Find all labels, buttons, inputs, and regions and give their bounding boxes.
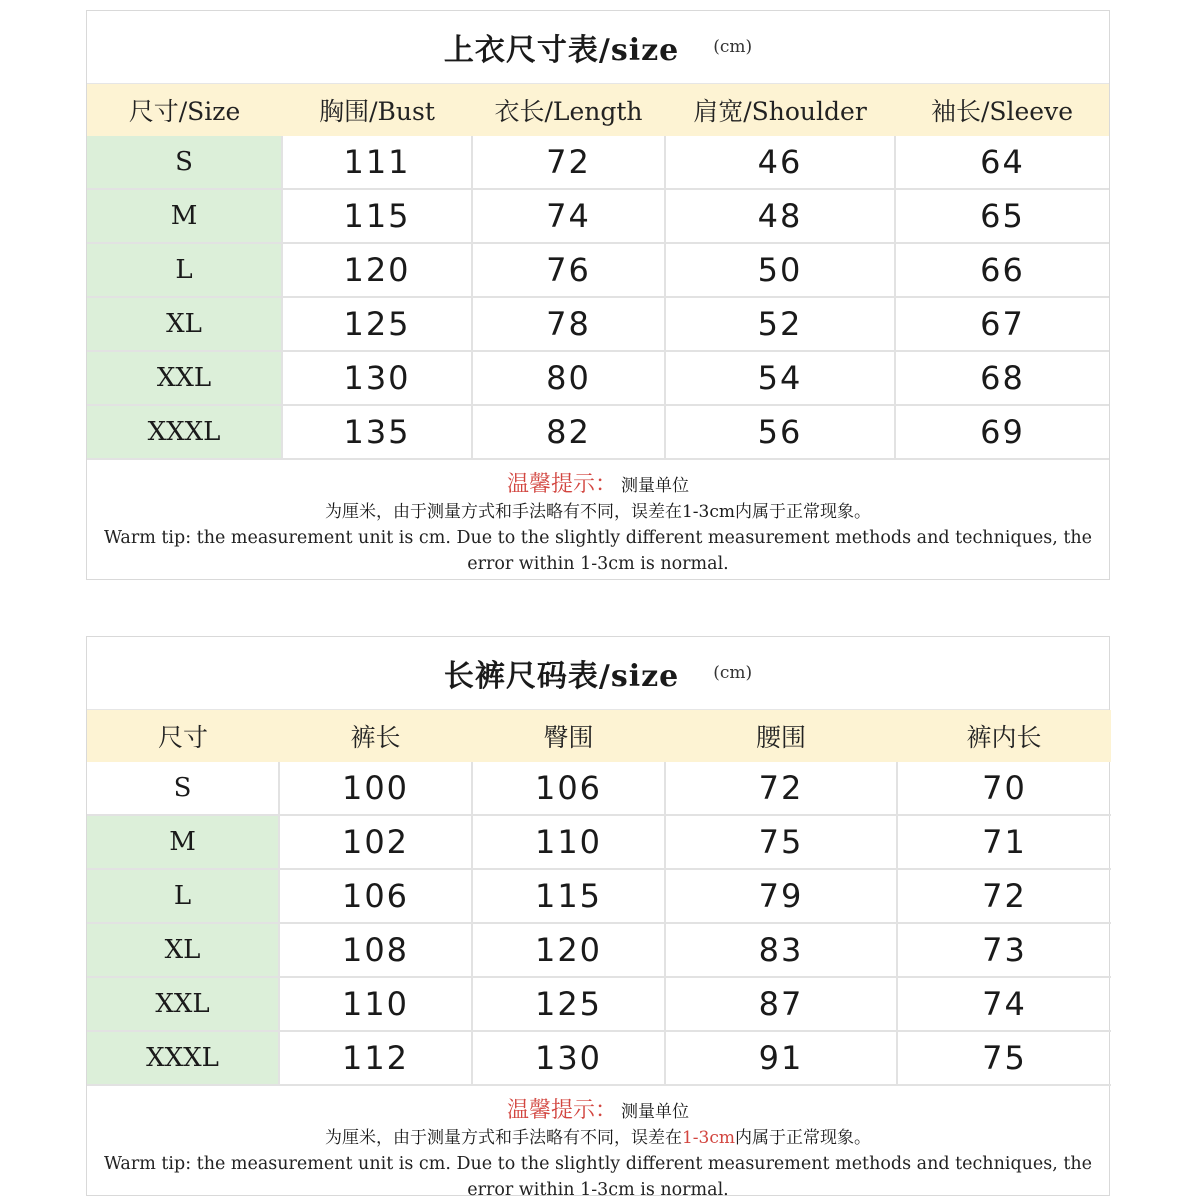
value-cell: 82 bbox=[472, 405, 665, 459]
table-row bbox=[87, 977, 1111, 1031]
value-cell: 74 bbox=[472, 189, 665, 243]
value-cell: 72 bbox=[665, 762, 897, 815]
value-cell: 64 bbox=[895, 136, 1109, 189]
value-cell: 120 bbox=[282, 243, 472, 297]
table-row bbox=[87, 297, 1109, 351]
value-cell: 108 bbox=[279, 923, 472, 977]
value-cell: 76 bbox=[472, 243, 665, 297]
value-cell: 68 bbox=[895, 351, 1109, 405]
size-cell: L bbox=[87, 869, 279, 923]
tip-range: 1-3cm bbox=[681, 1128, 736, 1148]
value-cell: 72 bbox=[897, 869, 1111, 923]
tip-unit-text: 测量单位 bbox=[621, 1102, 689, 1122]
value-cell: 120 bbox=[472, 923, 665, 977]
size-cell: XXXL bbox=[87, 405, 282, 459]
value-cell: 80 bbox=[472, 351, 665, 405]
size-cell: XL bbox=[87, 923, 279, 977]
chart-title: 上衣尺寸表/size bbox=[443, 33, 680, 68]
chart-unit: (cm) bbox=[713, 37, 753, 57]
chart-title: 长裤尺码表/size bbox=[443, 659, 680, 694]
size-table bbox=[87, 84, 1109, 460]
header-row bbox=[87, 84, 1109, 136]
value-cell: 125 bbox=[282, 297, 472, 351]
size-cell: S bbox=[87, 136, 282, 189]
size-cell: XXXL bbox=[87, 1031, 279, 1085]
warm-tip bbox=[87, 1086, 1109, 1203]
value-cell: 69 bbox=[895, 405, 1109, 459]
tip-en-text: Warm tip: the measurement unit is cm. Due to the slightly different measurement methods and techniques, the error within 1-3cm is normal. bbox=[103, 528, 1093, 574]
value-cell: 115 bbox=[472, 869, 665, 923]
value-cell: 130 bbox=[282, 351, 472, 405]
table-row bbox=[87, 869, 1111, 923]
warm-tip bbox=[87, 460, 1109, 577]
table-row bbox=[87, 351, 1109, 405]
tip-label: 温馨提示： bbox=[506, 472, 617, 497]
table-row bbox=[87, 815, 1111, 869]
value-cell: 48 bbox=[665, 189, 895, 243]
tip-unit-text: 测量单位 bbox=[621, 476, 689, 496]
shirt-size-chart bbox=[86, 10, 1110, 580]
size-cell: M bbox=[87, 815, 279, 869]
value-cell: 73 bbox=[897, 923, 1111, 977]
value-cell: 78 bbox=[472, 297, 665, 351]
header-bust: 胸围/Bust bbox=[282, 84, 472, 136]
value-cell: 87 bbox=[665, 977, 897, 1031]
value-cell: 130 bbox=[472, 1031, 665, 1085]
tip-range: 1-3cm bbox=[681, 502, 736, 522]
size-cell: L bbox=[87, 243, 282, 297]
tip-en-text: Warm tip: the measurement unit is cm. Due to the slightly different measurement methods and techniques, the error within 1-3cm is normal. bbox=[103, 1154, 1093, 1200]
chart-unit: (cm) bbox=[713, 663, 753, 683]
header-hip: 臀围 bbox=[472, 710, 665, 762]
value-cell: 56 bbox=[665, 405, 895, 459]
value-cell: 46 bbox=[665, 136, 895, 189]
value-cell: 54 bbox=[665, 351, 895, 405]
table-row bbox=[87, 136, 1109, 189]
value-cell: 50 bbox=[665, 243, 895, 297]
tip-cn-text: 为厘米，由于测量方式和手法略有不同，误差在1-3cm内属于正常现象。 bbox=[324, 502, 872, 522]
header-row bbox=[87, 710, 1111, 762]
tip-cn-text: 为厘米，由于测量方式和手法略有不同，误差在1-3cm内属于正常现象。 bbox=[324, 1128, 872, 1148]
value-cell: 106 bbox=[279, 869, 472, 923]
size-cell: S bbox=[87, 762, 279, 815]
header-waist: 腰围 bbox=[665, 710, 897, 762]
header-inseam: 裤内长 bbox=[897, 710, 1111, 762]
value-cell: 111 bbox=[282, 136, 472, 189]
value-cell: 66 bbox=[895, 243, 1109, 297]
table-row bbox=[87, 762, 1111, 815]
size-table bbox=[87, 710, 1111, 1086]
value-cell: 106 bbox=[472, 762, 665, 815]
value-cell: 110 bbox=[279, 977, 472, 1031]
tip-label: 温馨提示： bbox=[506, 1098, 617, 1123]
table-row bbox=[87, 1031, 1111, 1085]
value-cell: 91 bbox=[665, 1031, 897, 1085]
header-sleeve: 袖长/Sleeve bbox=[895, 84, 1109, 136]
value-cell: 112 bbox=[279, 1031, 472, 1085]
table-row bbox=[87, 243, 1109, 297]
value-cell: 79 bbox=[665, 869, 897, 923]
size-cell: XL bbox=[87, 297, 282, 351]
value-cell: 75 bbox=[897, 1031, 1111, 1085]
value-cell: 74 bbox=[897, 977, 1111, 1031]
header-size: 尺寸/Size bbox=[87, 84, 282, 136]
value-cell: 65 bbox=[895, 189, 1109, 243]
pants-size-chart bbox=[86, 636, 1110, 1200]
table-row bbox=[87, 923, 1111, 977]
value-cell: 67 bbox=[895, 297, 1109, 351]
table-row bbox=[87, 405, 1109, 459]
value-cell: 72 bbox=[472, 136, 665, 189]
value-cell: 52 bbox=[665, 297, 895, 351]
value-cell: 75 bbox=[665, 815, 897, 869]
value-cell: 71 bbox=[897, 815, 1111, 869]
header-length: 裤长 bbox=[279, 710, 472, 762]
table-row bbox=[87, 189, 1109, 243]
size-cell: M bbox=[87, 189, 282, 243]
value-cell: 70 bbox=[897, 762, 1111, 815]
chart-title-bar bbox=[87, 11, 1109, 84]
size-cell: XXL bbox=[87, 351, 282, 405]
value-cell: 83 bbox=[665, 923, 897, 977]
header-length: 衣长/Length bbox=[472, 84, 665, 136]
value-cell: 115 bbox=[282, 189, 472, 243]
chart-title-bar bbox=[87, 637, 1109, 710]
size-cell: XXL bbox=[87, 977, 279, 1031]
value-cell: 125 bbox=[472, 977, 665, 1031]
value-cell: 100 bbox=[279, 762, 472, 815]
value-cell: 110 bbox=[472, 815, 665, 869]
value-cell: 102 bbox=[279, 815, 472, 869]
header-size: 尺寸 bbox=[87, 710, 279, 762]
value-cell: 135 bbox=[282, 405, 472, 459]
header-shoulder: 肩宽/Shoulder bbox=[665, 84, 895, 136]
